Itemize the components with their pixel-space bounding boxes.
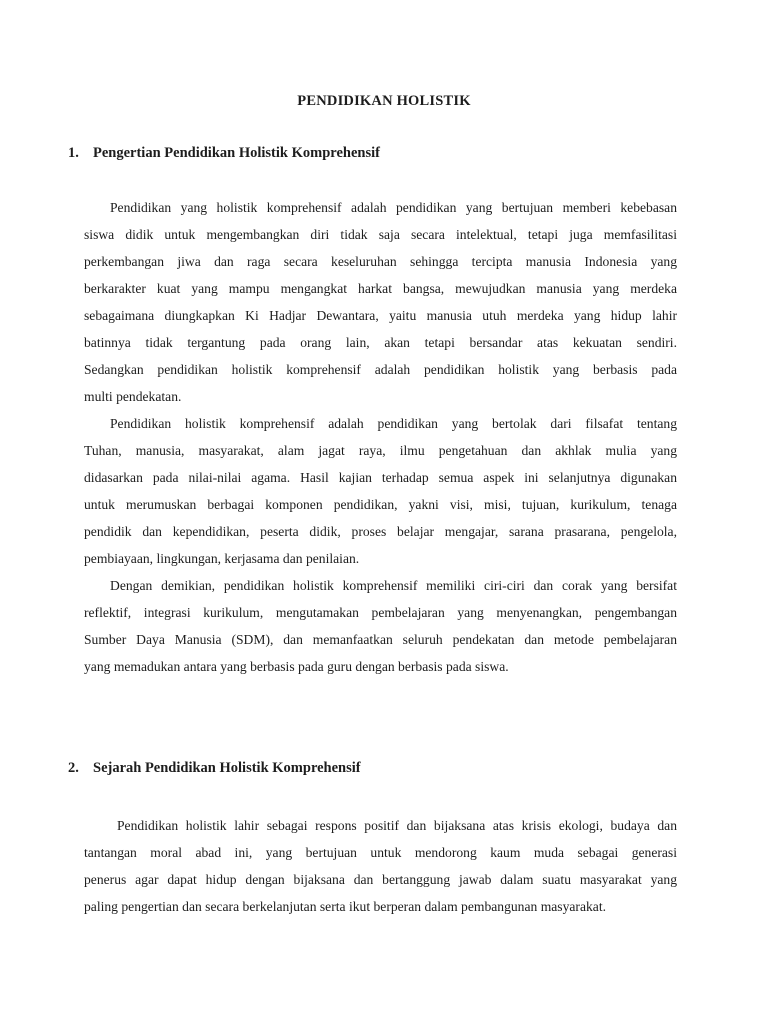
document-line: Sedangkan pendidikan holistik komprehensif adalah pendidikan holistik yang berbasis pada (84, 362, 677, 377)
section-2-title: Sejarah Pendidikan Holistik Komprehensif (93, 760, 361, 776)
section-1-body (84, 194, 677, 680)
document-line: Pendidikan holistik komprehensif adalah pendidikan yang bertolak dari filsafat tentang (110, 416, 677, 431)
document-line: Tuhan, manusia, masyarakat, alam jagat raya, ilmu pengetahuan dan akhlak mulia yang (84, 443, 677, 458)
document-title: PENDIDIKAN HOLISTIK (297, 93, 471, 109)
document-line: Pendidikan yang holistik komprehensif adalah pendidikan yang bertujuan memberi kebebasan (110, 200, 677, 215)
section-1-title: Pengertian Pendidikan Holistik Komprehensif (93, 145, 380, 161)
section-1-number: 1. (68, 145, 79, 161)
document-line: didasarkan pada nilai-nilai agama. Hasil kajian terhadap semua aspek ini selanjutnya digunakan (84, 470, 677, 485)
document-line: untuk merumuskan berbagai komponen pendidikan, yakni visi, misi, tujuan, kurikulum, tenaga (84, 497, 677, 512)
section-1-heading (68, 140, 684, 167)
section-2-body (84, 812, 677, 920)
document-line: pendidik dan kependidikan, peserta didik, proses belajar mengajar, sarana prasarana, pengelola, (84, 524, 677, 539)
document-line: tantangan moral abad ini, yang bertujuan untuk mendorong kaum muda sebagai generasi (84, 845, 677, 860)
document-line: perkembangan jiwa dan raga secara keseluruhan sehingga tercipta manusia Indonesia yang (84, 254, 677, 269)
document-line: reflektif, integrasi kurikulum, mengutamakan pembelajaran yang menyenangkan, pengembangan (84, 605, 677, 620)
document-line: Pendidikan holistik lahir sebagai respons positif dan bijaksana atas krisis ekologi, budaya dan (117, 818, 677, 833)
document-line: berkarakter kuat yang mampu mengangkat harkat bangsa, mewujudkan manusia yang merdeka (84, 281, 677, 296)
document-line: yang memadukan antara yang berbasis pada guru dengan berbasis pada siswa. (84, 659, 509, 674)
document-line: Sumber Daya Manusia (SDM), dan memanfaatkan seluruh pendekatan dan metode pembelajaran (84, 632, 677, 647)
document-line: paling pengertian dan secara berkelanjutan serta ikut berperan dalam pembangunan masyarakat. (84, 899, 606, 914)
document-line: multi pendekatan. (84, 389, 182, 404)
document-line: batinnya tidak tergantung pada orang lain, akan tetapi bersandar atas kekuatan sendiri. (84, 335, 677, 350)
section-2-number: 2. (68, 760, 79, 776)
document-line: siswa didik untuk mengembangkan diri tidak saja secara intelektual, tetapi juga memfasilitasi (84, 227, 677, 242)
document-line: penerus agar dapat hidup dengan bijaksana dan bertanggung jawab dalam suatu masyarakat yang (84, 872, 677, 887)
section-2-heading (68, 755, 684, 782)
document-line: Dengan demikian, pendidikan holistik komprehensif memiliki ciri-ciri dan corak yang bersifat (110, 578, 677, 593)
document-line: sebagaimana diungkapkan Ki Hadjar Dewantara, yaitu manusia utuh merdeka yang hidup lahir (84, 308, 677, 323)
document-line: pembiayaan, lingkungan, kerjasama dan penilaian. (84, 551, 360, 566)
